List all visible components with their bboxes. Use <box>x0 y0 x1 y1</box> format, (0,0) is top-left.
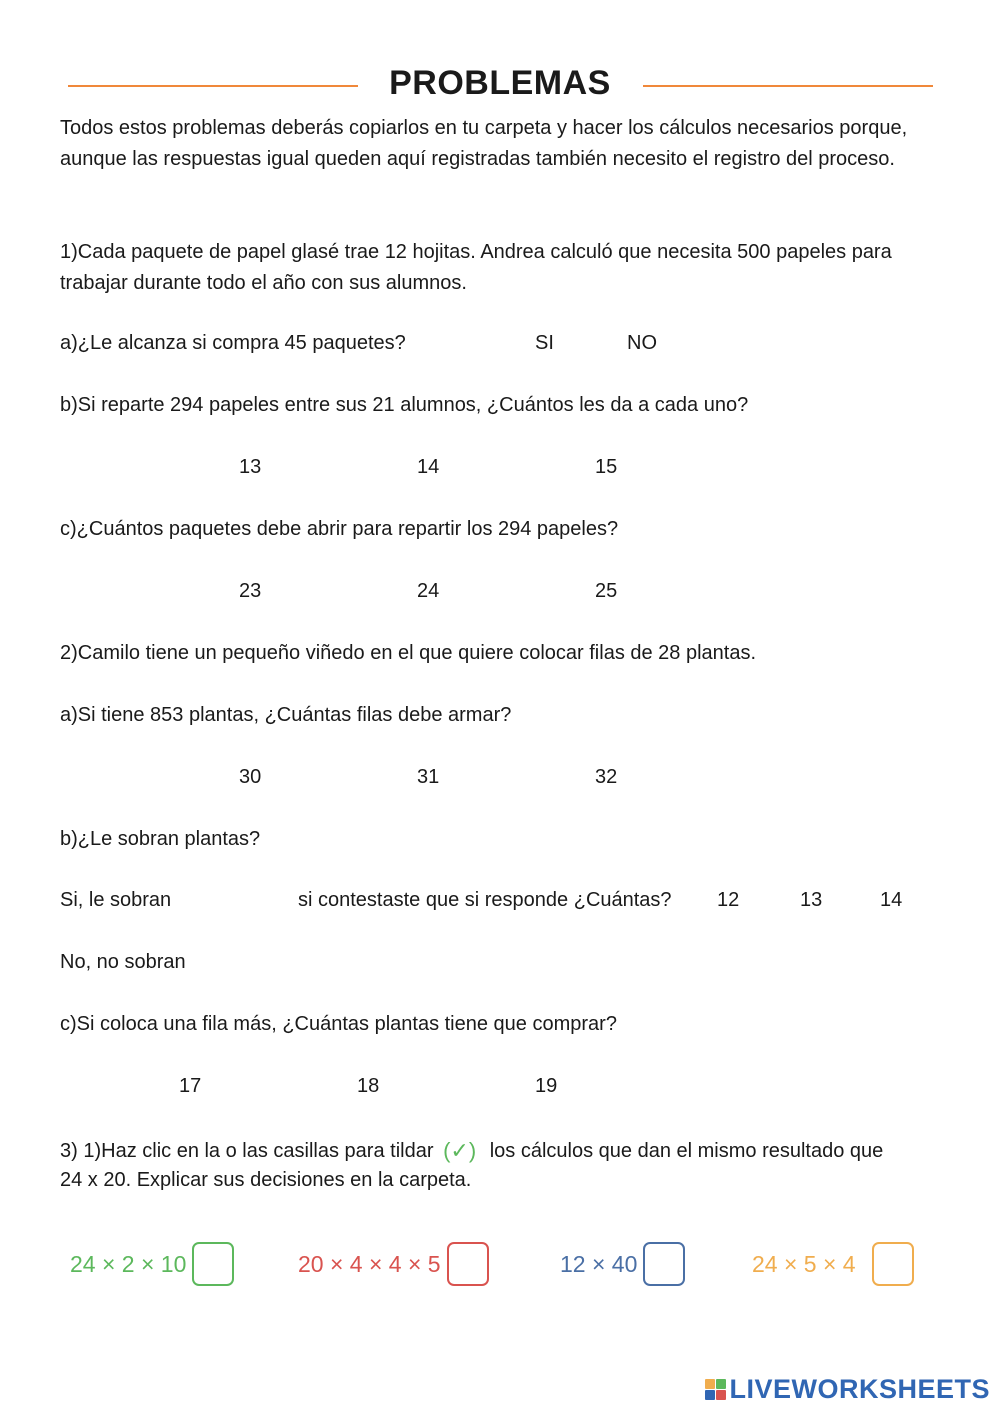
problem-1a-question: a)¿Le alcanza si compra 45 paquetes? <box>60 332 406 354</box>
liveworksheets-logo <box>705 1374 990 1405</box>
intro-text: Todos estos problemas deberás copiarlos en tu carpeta y hacer los cálculos necesarios porque, aunque las respuestas igual queden aquí registradas también necesito el registro del proceso. <box>60 117 908 170</box>
checkbox-calc-3[interactable] <box>643 1242 685 1286</box>
title-rule-right <box>643 85 933 87</box>
problem-2b-question: b)¿Le sobran plantas? <box>60 828 261 850</box>
calc-expression: 24 × 5 × 4 <box>752 1250 856 1277</box>
option-1c-25[interactable]: 25 <box>595 580 618 602</box>
option-2a-30[interactable]: 30 <box>239 766 262 788</box>
option-no-sobran[interactable]: No, no sobran <box>60 951 186 973</box>
option-no[interactable]: NO <box>627 332 657 354</box>
calc-expression: 24 × 2 × 10 <box>70 1250 187 1277</box>
problem-3-line2: 24 x 20. Explicar sus decisiones en la carpeta. <box>60 1169 472 1191</box>
option-2b-14[interactable]: 14 <box>880 889 903 911</box>
problem-1c-question: c)¿Cuántos paquetes debe abrir para repartir los 294 papeles? <box>60 518 619 540</box>
option-2b-12[interactable]: 12 <box>717 889 740 911</box>
calc-item <box>70 1242 234 1286</box>
calc-item <box>298 1242 489 1286</box>
calc-expression: 12 × 40 <box>560 1250 638 1277</box>
checkbox-calc-2[interactable] <box>447 1242 489 1286</box>
problem-3-instruction <box>60 1138 883 1164</box>
option-2b-13[interactable]: 13 <box>800 889 823 911</box>
option-si-le-sobran[interactable]: Si, le sobran <box>60 889 172 911</box>
option-2c-18[interactable]: 18 <box>357 1075 380 1097</box>
option-2c-19[interactable]: 19 <box>535 1075 558 1097</box>
problem-3-part1: 3) 1)Haz clic en la o las casillas para tildar <box>60 1140 434 1162</box>
calc-item <box>560 1242 685 1286</box>
problem-2-statement: 2)Camilo tiene un pequeño viñedo en el que quiere colocar filas de 28 plantas. <box>60 642 757 664</box>
problem-1b-question: b)Si reparte 294 papeles entre sus 21 alumnos, ¿Cuántos les da a cada uno? <box>60 394 749 416</box>
option-1c-24[interactable]: 24 <box>417 580 440 602</box>
option-1b-13[interactable]: 13 <box>239 456 262 478</box>
option-2c-17[interactable]: 17 <box>179 1075 202 1097</box>
problem-2b-follow-up: si contestaste que si responde ¿Cuántas? <box>298 889 672 911</box>
check-icon: (✓) <box>443 1138 477 1163</box>
logo-mark-icon <box>705 1379 726 1400</box>
problem-1-statement: 1)Cada paquete de papel glasé trae 12 hojitas. Andrea calculó que necesita 500 papeles para trabajar durante todo el año con sus alumnos. <box>60 241 892 294</box>
option-2a-32[interactable]: 32 <box>595 766 618 788</box>
problem-3-part2: los cálculos que dan el mismo resultado que <box>489 1140 884 1162</box>
problem-2a-question: a)Si tiene 853 plantas, ¿Cuántas filas debe armar? <box>60 704 512 726</box>
checkbox-calc-4[interactable] <box>872 1242 914 1286</box>
calc-item <box>752 1242 914 1286</box>
option-1c-23[interactable]: 23 <box>239 580 262 602</box>
problem-2c-question: c)Si coloca una fila más, ¿Cuántas plantas tiene que comprar? <box>60 1013 617 1035</box>
calc-expression: 20 × 4 × 4 × 5 <box>298 1250 441 1277</box>
option-1b-14[interactable]: 14 <box>417 456 440 478</box>
option-2a-31[interactable]: 31 <box>417 766 440 788</box>
option-si[interactable]: SI <box>535 332 554 354</box>
page-title: PROBLEMAS <box>389 64 611 102</box>
option-1b-15[interactable]: 15 <box>595 456 618 478</box>
logo-text: LIVEWORKSHEETS <box>729 1374 990 1404</box>
checkbox-calc-1[interactable] <box>192 1242 234 1286</box>
